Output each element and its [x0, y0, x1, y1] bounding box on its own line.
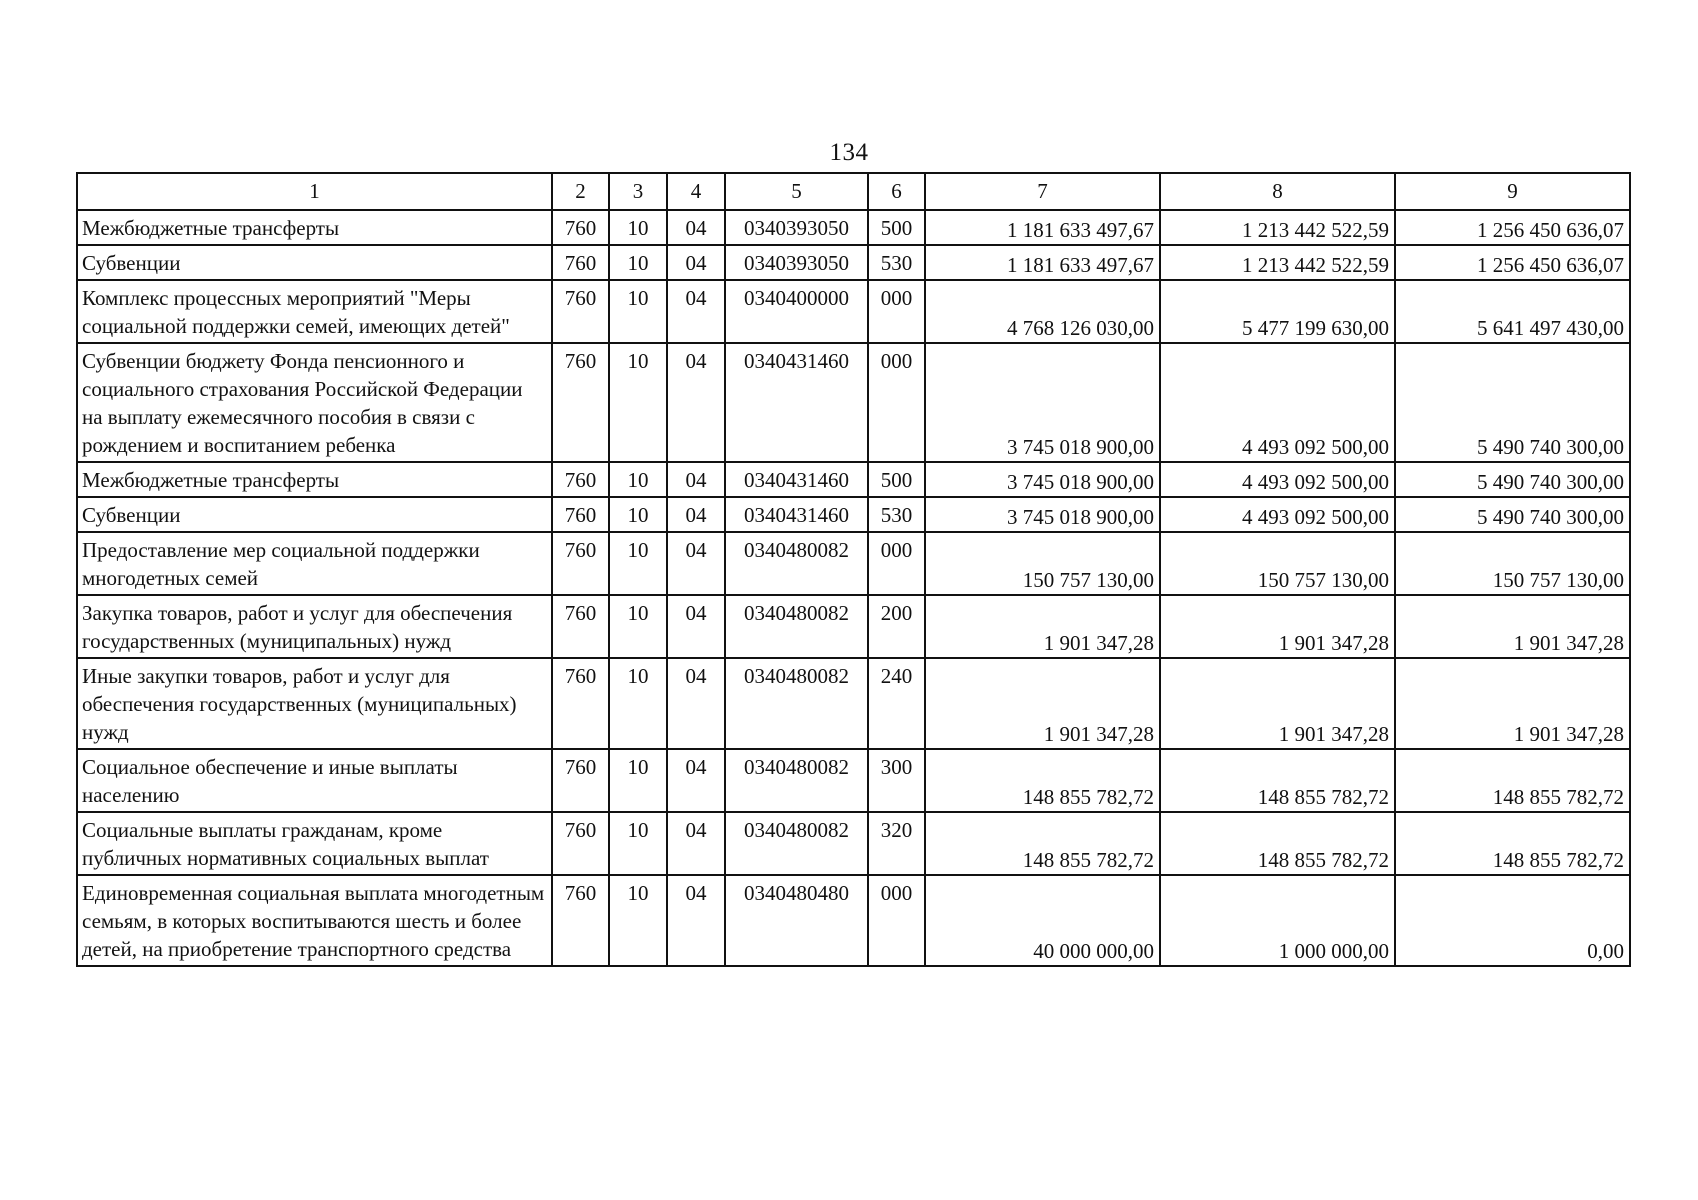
amount-year-3: 1 256 450 636,07	[1395, 210, 1630, 245]
line-item-name: Субвенции	[77, 245, 552, 280]
amount-year-2: 1 901 347,28	[1160, 658, 1395, 749]
table-row	[77, 812, 1630, 875]
ministry-code: 760	[552, 245, 609, 280]
line-item-name: Межбюджетные трансферты	[77, 462, 552, 497]
subsection-code: 04	[667, 245, 725, 280]
section-code: 10	[609, 343, 667, 462]
line-item-name: Комплекс процессных мероприятий "Меры социальной поддержки семей, имеющих детей"	[77, 280, 552, 343]
table-row	[77, 658, 1630, 749]
target-article-code: 0340480082	[725, 595, 868, 658]
amount-year-3: 1 901 347,28	[1395, 658, 1630, 749]
column-header: 2	[552, 173, 609, 210]
section-code: 10	[609, 245, 667, 280]
amount-year-3: 5 490 740 300,00	[1395, 343, 1630, 462]
amount-year-1: 4 768 126 030,00	[925, 280, 1160, 343]
target-article-code: 0340480480	[725, 875, 868, 966]
amount-year-3: 148 855 782,72	[1395, 749, 1630, 812]
target-article-code: 0340393050	[725, 245, 868, 280]
page-number: 134	[829, 139, 869, 166]
target-article-code: 0340431460	[725, 462, 868, 497]
target-article-code: 0340480082	[725, 749, 868, 812]
expense-type-code: 530	[868, 245, 925, 280]
amount-year-2: 1 213 442 522,59	[1160, 245, 1395, 280]
amount-year-1: 3 745 018 900,00	[925, 462, 1160, 497]
ministry-code: 760	[552, 343, 609, 462]
target-article-code: 0340431460	[725, 343, 868, 462]
column-header: 5	[725, 173, 868, 210]
line-item-name: Межбюджетные трансферты	[77, 210, 552, 245]
target-article-code: 0340480082	[725, 658, 868, 749]
amount-year-2: 4 493 092 500,00	[1160, 343, 1395, 462]
expense-type-code: 530	[868, 497, 925, 532]
subsection-code: 04	[667, 280, 725, 343]
column-header: 6	[868, 173, 925, 210]
table-row	[77, 462, 1630, 497]
section-code: 10	[609, 749, 667, 812]
line-item-name: Социальные выплаты гражданам, кроме публичных нормативных социальных выплат	[77, 812, 552, 875]
amount-year-2: 148 855 782,72	[1160, 812, 1395, 875]
expense-type-code: 000	[868, 875, 925, 966]
column-header: 1	[77, 173, 552, 210]
target-article-code: 0340431460	[725, 497, 868, 532]
line-item-name: Социальное обеспечение и иные выплаты населению	[77, 749, 552, 812]
expense-type-code: 000	[868, 532, 925, 595]
subsection-code: 04	[667, 462, 725, 497]
amount-year-2: 5 477 199 630,00	[1160, 280, 1395, 343]
section-code: 10	[609, 532, 667, 595]
subsection-code: 04	[667, 532, 725, 595]
section-code: 10	[609, 875, 667, 966]
line-item-name: Субвенции бюджету Фонда пенсионного и социального страхования Российской Федерации на выплату ежемесячного пособия в связи с рождением и воспитанием ребенка	[77, 343, 552, 462]
table-row	[77, 210, 1630, 245]
amount-year-1: 1 901 347,28	[925, 595, 1160, 658]
amount-year-3: 1 256 450 636,07	[1395, 245, 1630, 280]
amount-year-3: 5 641 497 430,00	[1395, 280, 1630, 343]
target-article-code: 0340480082	[725, 812, 868, 875]
line-item-name: Единовременная социальная выплата многодетным семьям, в которых воспитываются шесть и более детей, на приобретение транспортного средства	[77, 875, 552, 966]
subsection-code: 04	[667, 658, 725, 749]
amount-year-3: 5 490 740 300,00	[1395, 462, 1630, 497]
amount-year-2: 148 855 782,72	[1160, 749, 1395, 812]
amount-year-1: 150 757 130,00	[925, 532, 1160, 595]
amount-year-2: 4 493 092 500,00	[1160, 462, 1395, 497]
ministry-code: 760	[552, 462, 609, 497]
expense-type-code: 500	[868, 462, 925, 497]
ministry-code: 760	[552, 749, 609, 812]
table-row	[77, 749, 1630, 812]
subsection-code: 04	[667, 595, 725, 658]
table-row	[77, 497, 1630, 532]
section-code: 10	[609, 595, 667, 658]
amount-year-2: 4 493 092 500,00	[1160, 497, 1395, 532]
expense-type-code: 200	[868, 595, 925, 658]
expense-type-code: 320	[868, 812, 925, 875]
section-code: 10	[609, 658, 667, 749]
section-code: 10	[609, 812, 667, 875]
line-item-name: Иные закупки товаров, работ и услуг для обеспечения государственных (муниципальных) нужд	[77, 658, 552, 749]
amount-year-1: 1 901 347,28	[925, 658, 1160, 749]
amount-year-2: 150 757 130,00	[1160, 532, 1395, 595]
amount-year-1: 148 855 782,72	[925, 749, 1160, 812]
amount-year-1: 3 745 018 900,00	[925, 343, 1160, 462]
table-row	[77, 532, 1630, 595]
subsection-code: 04	[667, 210, 725, 245]
column-header: 8	[1160, 173, 1395, 210]
ministry-code: 760	[552, 280, 609, 343]
line-item-name: Предоставление мер социальной поддержки многодетных семей	[77, 532, 552, 595]
table-row	[77, 595, 1630, 658]
budget-table	[76, 172, 1631, 967]
amount-year-3: 148 855 782,72	[1395, 812, 1630, 875]
expense-type-code: 300	[868, 749, 925, 812]
ministry-code: 760	[552, 497, 609, 532]
amount-year-2: 1 000 000,00	[1160, 875, 1395, 966]
table-row	[77, 280, 1630, 343]
target-article-code: 0340393050	[725, 210, 868, 245]
amount-year-1: 1 181 633 497,67	[925, 245, 1160, 280]
section-code: 10	[609, 497, 667, 532]
amount-year-3: 5 490 740 300,00	[1395, 497, 1630, 532]
ministry-code: 760	[552, 812, 609, 875]
subsection-code: 04	[667, 875, 725, 966]
ministry-code: 760	[552, 658, 609, 749]
amount-year-3: 1 901 347,28	[1395, 595, 1630, 658]
expense-type-code: 500	[868, 210, 925, 245]
amount-year-3: 150 757 130,00	[1395, 532, 1630, 595]
subsection-code: 04	[667, 497, 725, 532]
expense-type-code: 240	[868, 658, 925, 749]
amount-year-1: 40 000 000,00	[925, 875, 1160, 966]
subsection-code: 04	[667, 749, 725, 812]
amount-year-3: 0,00	[1395, 875, 1630, 966]
amount-year-2: 1 901 347,28	[1160, 595, 1395, 658]
expense-type-code: 000	[868, 280, 925, 343]
column-header: 7	[925, 173, 1160, 210]
section-code: 10	[609, 462, 667, 497]
table-row	[77, 343, 1630, 462]
amount-year-1: 148 855 782,72	[925, 812, 1160, 875]
column-header: 9	[1395, 173, 1630, 210]
section-code: 10	[609, 280, 667, 343]
table-body	[77, 210, 1630, 966]
amount-year-1: 3 745 018 900,00	[925, 497, 1160, 532]
column-header: 3	[609, 173, 667, 210]
subsection-code: 04	[667, 343, 725, 462]
ministry-code: 760	[552, 210, 609, 245]
amount-year-2: 1 213 442 522,59	[1160, 210, 1395, 245]
section-code: 10	[609, 210, 667, 245]
amount-year-1: 1 181 633 497,67	[925, 210, 1160, 245]
target-article-code: 0340480082	[725, 532, 868, 595]
line-item-name: Закупка товаров, работ и услуг для обеспечения государственных (муниципальных) нужд	[77, 595, 552, 658]
target-article-code: 0340400000	[725, 280, 868, 343]
subsection-code: 04	[667, 812, 725, 875]
ministry-code: 760	[552, 532, 609, 595]
expense-type-code: 000	[868, 343, 925, 462]
table-row	[77, 875, 1630, 966]
ministry-code: 760	[552, 595, 609, 658]
column-number-row	[77, 173, 1630, 210]
table-row	[77, 245, 1630, 280]
line-item-name: Субвенции	[77, 497, 552, 532]
column-header: 4	[667, 173, 725, 210]
ministry-code: 760	[552, 875, 609, 966]
